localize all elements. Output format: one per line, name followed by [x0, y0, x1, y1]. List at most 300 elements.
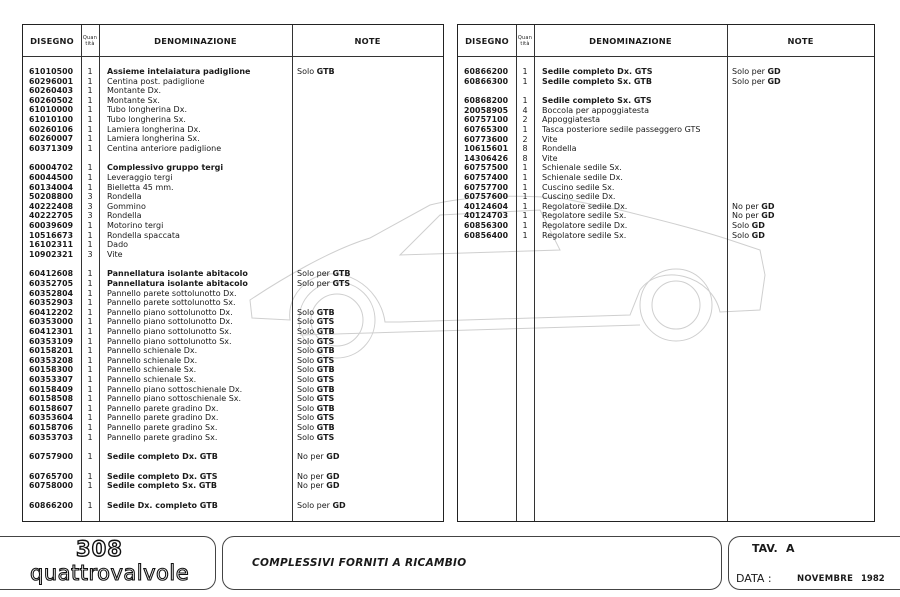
- note-text: Solo: [297, 394, 317, 404]
- part-description: Complessivo gruppo tergi: [107, 163, 224, 173]
- part-note: [297, 308, 335, 318]
- note-model: GD: [326, 452, 340, 462]
- part-note: [297, 404, 335, 414]
- part-description: Rondella: [542, 144, 577, 154]
- part-quantity: 3: [87, 211, 93, 221]
- part-description: Pannellatura isolante abitacolo: [107, 279, 248, 288]
- table-row: [23, 298, 443, 308]
- table-row: [458, 135, 874, 145]
- part-description: Schienale sedile Sx.: [542, 163, 622, 173]
- part-code: 60757100: [464, 115, 509, 125]
- part-description: Pannello schienale Sx.: [107, 365, 197, 375]
- part-code: 60158201: [29, 346, 74, 356]
- note-text: Solo per: [732, 76, 768, 86]
- part-quantity: 4: [522, 105, 528, 115]
- part-note: [297, 279, 350, 289]
- part-description: Tubo longherina Sx.: [107, 115, 186, 124]
- table-row: [23, 308, 443, 318]
- part-quantity: 1: [87, 317, 93, 327]
- part-code: 60260007: [29, 134, 74, 144]
- part-note: [297, 317, 334, 327]
- part-code: 60866200: [464, 67, 509, 76]
- part-quantity: 1: [87, 384, 93, 394]
- part-code: 60758000: [29, 481, 74, 491]
- table-row: [23, 202, 443, 212]
- part-code: 16102311: [29, 240, 74, 250]
- part-quantity: 1: [87, 163, 93, 173]
- table-row: [23, 134, 443, 144]
- part-code: 60371309: [29, 143, 74, 153]
- part-quantity: 1: [87, 288, 93, 298]
- part-code: 60158607: [29, 403, 74, 413]
- part-note: [297, 346, 335, 356]
- part-code: 60765300: [464, 125, 509, 134]
- part-code: 10902321: [29, 249, 74, 259]
- part-code: 60856300: [464, 221, 509, 230]
- part-code: 60039609: [29, 221, 74, 230]
- part-description: Appoggiatesta: [542, 115, 601, 125]
- table-row: [23, 317, 443, 327]
- part-note: [297, 67, 335, 77]
- part-description: Boccola per appoggiatesta: [542, 105, 650, 115]
- table-row: [23, 211, 443, 221]
- table-row: [23, 86, 443, 96]
- part-code: 60353307: [29, 375, 74, 384]
- note-model: GTS: [316, 413, 335, 423]
- table-row: [458, 183, 874, 193]
- part-note: [297, 385, 335, 395]
- part-code: 10516673: [29, 230, 74, 240]
- table-row: [23, 279, 443, 289]
- part-description: Pannello parete sottolunotto Sx.: [107, 298, 236, 308]
- part-code: 60866200: [29, 501, 74, 510]
- table-row: [23, 452, 443, 462]
- note-text: Solo: [297, 413, 317, 423]
- date-month: NOVEMBRE: [797, 574, 854, 584]
- part-code: 60260403: [29, 86, 74, 96]
- table-row: [458, 96, 874, 106]
- table-row: [23, 77, 443, 87]
- table-row: [23, 231, 443, 241]
- part-description: Sedile completo Sx. GTB: [542, 76, 652, 86]
- part-quantity: 8: [522, 144, 528, 154]
- table-row: [458, 231, 874, 241]
- part-description: Cuscino sedile Sx.: [542, 182, 615, 192]
- part-code: 60757500: [464, 163, 509, 173]
- part-note: [732, 77, 781, 87]
- part-description: Sedile completo Sx. GTS: [542, 96, 652, 106]
- part-code: 60866300: [464, 76, 509, 86]
- part-quantity: 1: [87, 134, 93, 144]
- part-quantity: 1: [87, 76, 93, 86]
- note-model: GD: [751, 230, 765, 240]
- part-code: 61010100: [29, 115, 74, 124]
- table-row: [23, 423, 443, 433]
- header-divider: [23, 56, 443, 57]
- part-quantity: 3: [87, 201, 93, 211]
- part-description: Pannello schienale Dx.: [107, 355, 198, 365]
- note-text: Solo: [297, 346, 317, 356]
- table-row: [458, 115, 874, 125]
- part-quantity: 1: [522, 221, 528, 230]
- part-quantity: 1: [87, 124, 93, 134]
- part-quantity: 1: [522, 201, 528, 211]
- part-code: 60757600: [464, 192, 509, 202]
- part-description: Motorino tergi: [107, 221, 164, 230]
- part-quantity: 1: [87, 452, 93, 462]
- part-description: Sedile Dx. completo GTB: [107, 501, 218, 510]
- header-quantita: [81, 25, 99, 56]
- tav-label: TAV.: [752, 542, 778, 555]
- header-disegno: DISEGNO: [465, 35, 509, 46]
- part-description: Vite: [542, 134, 558, 144]
- note-text: Solo per: [297, 501, 333, 510]
- table-row: [23, 404, 443, 414]
- header-quantita: [516, 25, 534, 56]
- part-note: [732, 231, 765, 241]
- note-model: GTB: [316, 423, 335, 432]
- part-description: Pannello piano sottoschienale Sx.: [107, 394, 242, 404]
- header-divider: [458, 56, 874, 57]
- note-text: Solo per: [297, 269, 333, 279]
- part-description: Sedile completo Sx. GTB: [107, 481, 217, 491]
- note-model: GD: [761, 201, 775, 211]
- part-note: [732, 202, 774, 212]
- part-note: [297, 472, 339, 482]
- part-quantity: 1: [87, 182, 93, 192]
- note-text: Solo: [297, 384, 317, 394]
- part-quantity: 1: [522, 192, 528, 202]
- table-row: [458, 173, 874, 183]
- part-description: Lamiera longherina Sx.: [107, 134, 200, 144]
- note-text: Solo: [297, 365, 317, 375]
- part-note: [732, 211, 774, 221]
- part-quantity: 1: [87, 336, 93, 346]
- part-code: 60134004: [29, 182, 74, 192]
- note-model: GTB: [316, 67, 335, 76]
- part-code: 60412202: [29, 307, 74, 317]
- table-row: [23, 105, 443, 115]
- date-label: DATA :: [736, 572, 772, 585]
- note-model: GD: [761, 211, 775, 221]
- part-quantity: 1: [87, 307, 93, 317]
- table-row: [23, 375, 443, 385]
- part-description: Centina anteriore padiglione: [107, 143, 222, 153]
- part-code: 60352804: [29, 288, 74, 298]
- part-quantity: 1: [87, 240, 93, 250]
- header-quantita-top: Quan: [517, 34, 533, 41]
- part-code: 60296001: [29, 76, 74, 86]
- part-note: [297, 375, 334, 385]
- note-text: Solo: [297, 327, 317, 336]
- part-code: 60158409: [29, 384, 74, 394]
- part-quantity: 1: [522, 125, 528, 134]
- part-code: 60757700: [464, 182, 509, 192]
- part-code: 60158706: [29, 423, 74, 432]
- note-model: GD: [326, 481, 340, 491]
- part-quantity: 1: [87, 173, 93, 182]
- table-row: [23, 192, 443, 202]
- table-row: [23, 394, 443, 404]
- note-model: GD: [751, 221, 765, 230]
- part-quantity: 1: [87, 67, 93, 76]
- note-text: Solo: [732, 221, 752, 230]
- part-code: 60260502: [29, 95, 74, 105]
- part-description: Bielletta 45 mm.: [107, 182, 174, 192]
- part-description: Pannello parete sottolunotto Dx.: [107, 288, 237, 298]
- part-note: [297, 413, 334, 423]
- table-row: [23, 96, 443, 106]
- note-model: GTB: [316, 403, 335, 413]
- note-model: GTS: [332, 279, 351, 288]
- part-description: Pannello schienale Sx.: [107, 375, 197, 384]
- part-code: 60757400: [464, 173, 509, 182]
- part-quantity: 1: [522, 182, 528, 192]
- part-quantity: 1: [87, 95, 93, 105]
- part-code: 60044500: [29, 173, 74, 182]
- part-quantity: 1: [87, 115, 93, 124]
- part-description: Rondella: [107, 192, 142, 202]
- note-model: GTB: [332, 269, 351, 279]
- part-code: 60856400: [464, 230, 509, 240]
- part-note: [297, 269, 350, 279]
- note-text: No per: [297, 471, 327, 481]
- part-code: 60757900: [29, 452, 74, 462]
- note-text: Solo: [297, 423, 317, 432]
- part-code: 60158300: [29, 365, 74, 375]
- part-description: Pannello parete gradino Dx.: [107, 403, 219, 413]
- part-note: [297, 327, 335, 337]
- part-code: 60412608: [29, 269, 74, 279]
- header-note: NOTE: [354, 35, 381, 46]
- part-description: Tasca posteriore sedile passeggero GTS: [542, 125, 701, 134]
- part-description: Pannellatura isolante abitacolo: [107, 269, 248, 279]
- part-quantity: 2: [522, 115, 528, 125]
- header-quantita-bottom: tità: [85, 40, 95, 47]
- note-text: Solo: [297, 307, 317, 317]
- part-code: 20058905: [464, 105, 509, 115]
- part-description: Assieme intelaiatura padiglione: [107, 67, 251, 76]
- table-row: [458, 192, 874, 202]
- part-code: 60352705: [29, 279, 74, 288]
- table-row: [458, 221, 874, 231]
- part-note: [297, 356, 334, 366]
- table-row: [458, 211, 874, 221]
- part-code: 60353000: [29, 317, 74, 327]
- part-code: 60412301: [29, 327, 74, 336]
- part-quantity: 1: [87, 375, 93, 384]
- note-model: GTB: [316, 307, 335, 317]
- part-description: Pannello piano sottolunotto Sx.: [107, 327, 232, 336]
- part-quantity: 1: [87, 471, 93, 481]
- note-model: GTS: [316, 336, 335, 346]
- part-quantity: 1: [87, 279, 93, 288]
- note-text: Solo: [297, 336, 317, 346]
- table-row: [23, 472, 443, 482]
- part-code: 60353703: [29, 432, 74, 442]
- note-model: GTS: [316, 432, 335, 442]
- part-description: Rondella: [107, 211, 142, 221]
- part-quantity: 1: [87, 143, 93, 153]
- part-code: 60765700: [29, 471, 74, 481]
- note-model: GTB: [316, 365, 335, 375]
- part-quantity: 1: [87, 355, 93, 365]
- note-text: Solo per: [732, 67, 768, 76]
- table-row: [23, 481, 443, 491]
- part-quantity: 1: [87, 501, 93, 510]
- table-row: [23, 337, 443, 347]
- part-quantity: 1: [522, 76, 528, 86]
- part-description: Montante Dx.: [107, 86, 162, 96]
- part-description: Pannello piano sottolunotto Dx.: [107, 317, 233, 327]
- part-description: Montante Sx.: [107, 95, 160, 105]
- note-text: No per: [297, 481, 327, 491]
- sheet-title: COMPLESSIVI FORNITI A RICAMBIO: [252, 557, 467, 569]
- part-quantity: 1: [522, 163, 528, 173]
- note-model: GD: [767, 67, 781, 76]
- logo-308: 308: [76, 537, 123, 561]
- part-note: [732, 221, 765, 231]
- header-denominazione: DENOMINAZIONE: [589, 35, 672, 46]
- part-quantity: 1: [87, 269, 93, 279]
- part-description: Gommino: [107, 201, 146, 211]
- table-row: [23, 269, 443, 279]
- table-row: [23, 240, 443, 250]
- part-description: Pannello piano sottolunotto Sx.: [107, 336, 232, 346]
- table-row: [458, 144, 874, 154]
- parts-table-left: [22, 24, 444, 522]
- note-text: Solo: [297, 355, 317, 365]
- part-description: Regolatore sedile Dx.: [542, 221, 628, 230]
- part-description: Regolatore sedile Sx.: [542, 211, 627, 221]
- table-row: [23, 365, 443, 375]
- header-disegno: DISEGNO: [30, 35, 74, 46]
- part-quantity: 1: [87, 403, 93, 413]
- table-row: [23, 385, 443, 395]
- part-quantity: 1: [87, 230, 93, 240]
- part-note: [297, 394, 334, 404]
- header-quantita-bottom: tità: [520, 40, 530, 47]
- part-quantity: 8: [522, 153, 528, 163]
- note-model: GTS: [316, 394, 335, 404]
- header-note: NOTE: [787, 35, 814, 46]
- part-code: 60260106: [29, 124, 74, 134]
- note-text: No per: [732, 211, 762, 221]
- note-model: GTB: [316, 327, 335, 336]
- part-code: 60353208: [29, 355, 74, 365]
- part-description: Pannello parete gradino Sx.: [107, 423, 218, 432]
- part-description: Vite: [542, 153, 558, 163]
- part-quantity: 1: [87, 346, 93, 356]
- part-quantity: 1: [87, 432, 93, 442]
- part-code: 40222705: [29, 211, 74, 221]
- part-note: [297, 481, 339, 491]
- note-text: No per: [297, 452, 327, 462]
- part-description: Tubo longherina Dx.: [107, 105, 187, 115]
- part-description: Pannello piano sottolunotto Dx.: [107, 307, 233, 317]
- part-description: Centina post. padiglione: [107, 76, 205, 86]
- table-row: [23, 289, 443, 299]
- part-quantity: 1: [87, 86, 93, 96]
- part-note: [732, 67, 781, 77]
- table-row: [458, 163, 874, 173]
- note-text: Solo: [297, 67, 317, 76]
- part-description: Cuscino sedile Dx.: [542, 192, 616, 202]
- note-model: GD: [767, 76, 781, 86]
- part-code: 14306426: [464, 153, 509, 163]
- part-quantity: 1: [87, 298, 93, 308]
- part-quantity: 1: [522, 230, 528, 240]
- part-code: 60353604: [29, 413, 74, 423]
- table-row: [23, 183, 443, 193]
- part-code: 60773600: [464, 134, 509, 144]
- note-model: GTS: [316, 317, 335, 327]
- header-quantita-top: Quan: [82, 34, 98, 41]
- part-description: Pannello piano sottoschienale Dx.: [107, 384, 243, 394]
- note-model: GD: [332, 501, 346, 510]
- part-code: 61010000: [29, 105, 74, 115]
- part-code: 50208800: [29, 192, 74, 202]
- note-text: Solo: [297, 317, 317, 327]
- part-note: [297, 423, 335, 433]
- table-row: [23, 144, 443, 154]
- date-year: 1982: [861, 574, 885, 584]
- tav-value: A: [786, 542, 795, 555]
- part-description: Regolatore sedile Dx.: [542, 201, 628, 211]
- table-row: [458, 202, 874, 212]
- note-text: Solo: [297, 403, 317, 413]
- part-description: Regolatore sedile Sx.: [542, 230, 627, 240]
- part-quantity: 1: [522, 96, 528, 106]
- part-description: Lamiera longherina Dx.: [107, 124, 201, 134]
- table-row: [23, 115, 443, 125]
- note-model: GTB: [316, 384, 335, 394]
- part-description: Pannello schienale Dx.: [107, 346, 198, 356]
- table-row: [23, 67, 443, 77]
- part-note: [297, 501, 346, 511]
- part-code: 40124604: [464, 201, 509, 211]
- part-quantity: 1: [87, 221, 93, 230]
- note-model: GTS: [316, 355, 335, 365]
- table-row: [23, 501, 443, 511]
- part-quantity: 1: [522, 173, 528, 182]
- logo-quattrovalvole: quattrovalvole: [30, 561, 190, 585]
- part-code: 60352903: [29, 298, 74, 308]
- note-model: GTS: [316, 375, 335, 384]
- part-description: Leveraggio tergi: [107, 173, 173, 182]
- part-description: Pannello parete gradino Sx.: [107, 432, 218, 442]
- table-row: [458, 154, 874, 164]
- table-row: [458, 106, 874, 116]
- part-quantity: 1: [522, 67, 528, 76]
- part-quantity: 1: [87, 413, 93, 423]
- part-quantity: 1: [87, 105, 93, 115]
- part-description: Dado: [107, 240, 129, 250]
- part-quantity: 1: [87, 481, 93, 491]
- parts-table-right: [457, 24, 875, 522]
- table-row: [23, 163, 443, 173]
- part-description: Pannello parete gradino Dx.: [107, 413, 219, 423]
- table-row: [23, 346, 443, 356]
- part-quantity: 1: [87, 327, 93, 336]
- note-text: Solo: [732, 230, 752, 240]
- part-code: 40124703: [464, 211, 509, 221]
- table-row: [458, 67, 874, 77]
- table-row: [23, 433, 443, 443]
- table-row: [458, 125, 874, 135]
- part-note: [297, 337, 334, 347]
- part-description: Sedile completo Dx. GTS: [107, 471, 218, 481]
